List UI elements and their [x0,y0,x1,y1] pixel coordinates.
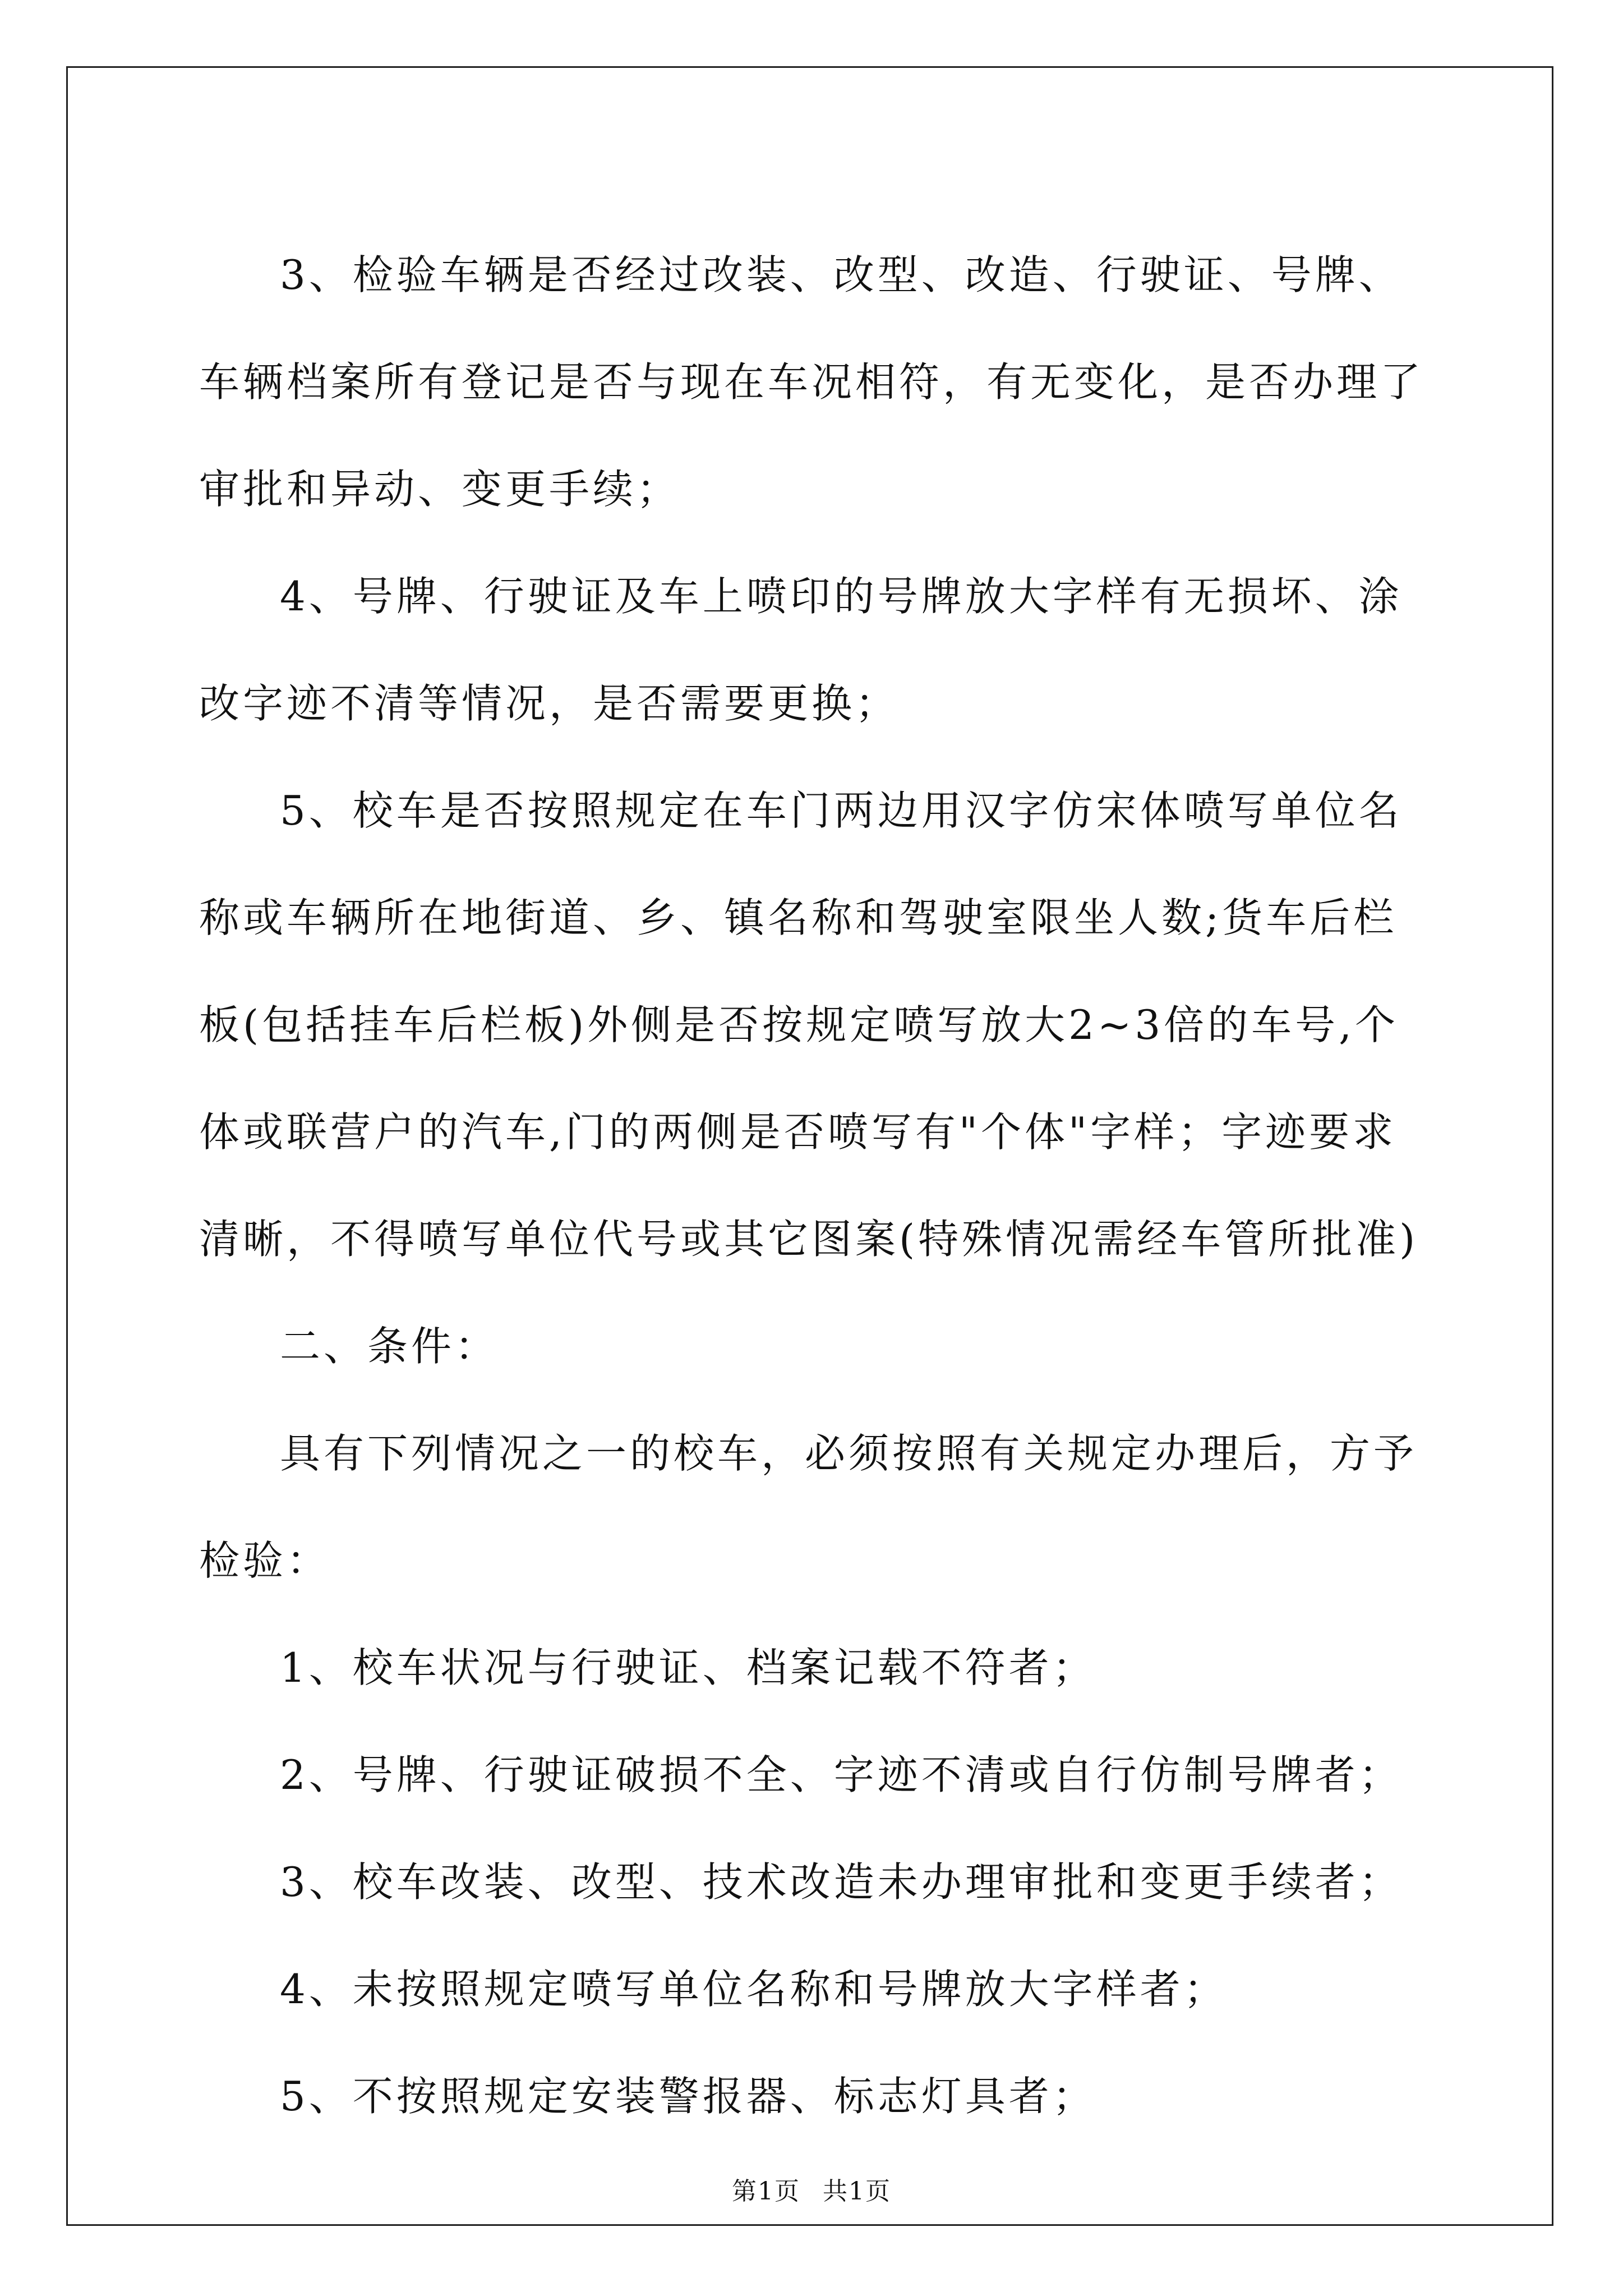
list-item-condition-5: 5、不按照规定安装警报器、标志灯具者； [280,2073,1096,2120]
page-footer [0,2171,1623,2207]
list-item-condition-2: 2、号牌、行驶证破损不全、字迹不清或自行仿制号牌者； [280,1751,1403,1798]
paragraph-item-4-plates: 4、号牌、行驶证及车上喷印的号牌放大字样有无损坏、涂改字迹不清等情况，是否需要更换； [199,573,1403,727]
paragraph-item-5-lettering: 5、校车是否按照规定在车门两边用汉字仿宋体喷写单位名称或车辆所在地街道、乡、镇名称和驾驶室限坐人数;货车后栏板(包括挂车后栏板)外侧是否按规定喷写放大2~3倍的车号,个体或联营户的汽车,门的两侧是否喷写有"个体"字样；字迹要求清晰，不得喷写单位代号或其它图案(特殊情况需经车管所批准) [199,787,1419,1263]
list-item-condition-3: 3、校车改装、改型、技术改造未办理审批和变更手续者； [280,1858,1403,1906]
document-body [199,222,1433,2150]
list-item-condition-4: 4、未按照规定喷写单位名称和号牌放大字样者； [280,1966,1228,2013]
section-heading-conditions: 二、条件： [280,1323,499,1370]
list-item-condition-1: 1、校车状况与行驶证、档案记载不符者； [280,1644,1096,1691]
page-number: 第1页 [732,2177,800,2206]
page-total: 共1页 [823,2177,891,2206]
paragraph-item-3-inspection: 3、检验车辆是否经过改装、改型、改造、行驶证、号牌、车辆档案所有登记是否与现在车况相符，有无变化，是否办理了审批和异动、变更手续； [199,251,1424,513]
paragraph-conditions-intro: 具有下列情况之一的校车，必须按照有关规定办理后，方予检验： [199,1430,1418,1584]
